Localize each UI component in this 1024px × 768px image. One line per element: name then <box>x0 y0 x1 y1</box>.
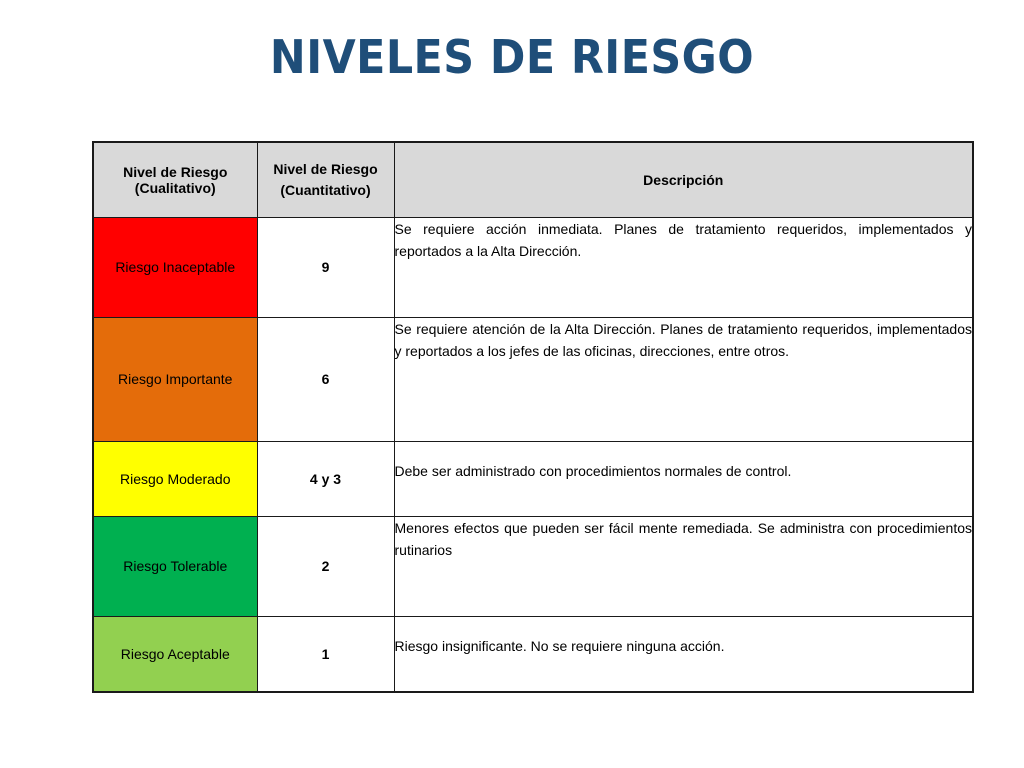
risk-levels-table <box>92 141 974 693</box>
risk-value: 6 <box>257 317 394 441</box>
header-description: Descripción <box>394 142 973 217</box>
risk-level-important: Riesgo Importante <box>93 317 257 441</box>
header-qualitative <box>93 142 257 217</box>
risk-level-tolerable: Riesgo Tolerable <box>93 516 257 616</box>
header-quantitative <box>257 142 394 217</box>
table-row <box>93 516 973 616</box>
risk-value: 9 <box>257 217 394 317</box>
table-row <box>93 616 973 692</box>
header-qualitative-line1: Nivel de Riesgo <box>123 163 228 180</box>
header-quantitative-line1: Nivel de Riesgo <box>273 160 378 177</box>
table-row <box>93 217 973 317</box>
risk-description: Menores efectos que pueden ser fácil mente remediada. Se administra con procedimientos rutinarios <box>394 516 973 616</box>
header-quantitative-line2: (Cuantitativo) <box>280 181 371 198</box>
risk-description: Debe ser administrado con procedimientos normales de control. <box>394 441 973 516</box>
risk-value: 2 <box>257 516 394 616</box>
risk-value: 1 <box>257 616 394 692</box>
table-row <box>93 317 973 441</box>
risk-level-unacceptable: Riesgo Inaceptable <box>93 217 257 317</box>
risk-value: 4 y 3 <box>257 441 394 516</box>
table-row <box>93 441 973 516</box>
page-title: NIVELES DE RIESGO <box>269 30 755 84</box>
risk-description: Riesgo insignificante. No se requiere ninguna acción. <box>394 616 973 692</box>
risk-description: Se requiere atención de la Alta Dirección. Planes de tratamiento requeridos, implementados y reportados a los jefes de las oficinas, direcciones, entre otros. <box>394 317 973 441</box>
table-header-row <box>93 142 973 217</box>
header-qualitative-line2: (Cualitativo) <box>134 179 216 196</box>
risk-description: Se requiere acción inmediata. Planes de tratamiento requeridos, implementados y reportados a la Alta Dirección. <box>394 217 973 317</box>
risk-level-acceptable: Riesgo Aceptable <box>93 616 257 692</box>
risk-level-moderate: Riesgo Moderado <box>93 441 257 516</box>
